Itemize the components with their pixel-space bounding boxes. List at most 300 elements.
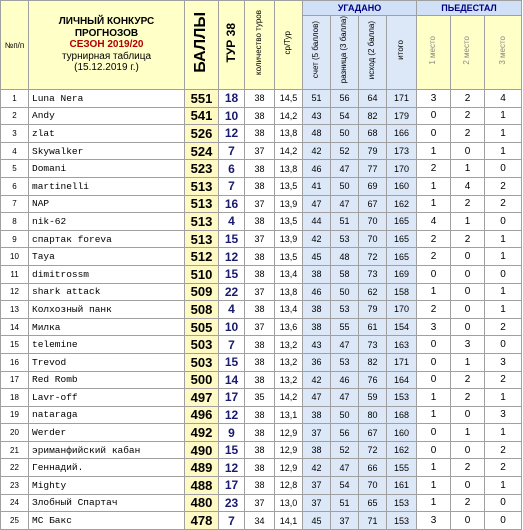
cell-total: 168 bbox=[387, 406, 417, 424]
cell-place3: 2 bbox=[485, 177, 522, 195]
table-row bbox=[1, 301, 522, 319]
cell-place2: 2 bbox=[451, 107, 485, 125]
cell-outcome: 72 bbox=[359, 441, 387, 459]
cell-points: 488 bbox=[185, 477, 219, 495]
cell-total: 171 bbox=[387, 353, 417, 371]
cell-place2: 0 bbox=[451, 301, 485, 319]
cell-diff: 50 bbox=[331, 406, 359, 424]
cell-name: martinelli bbox=[29, 177, 185, 195]
cell-num: 24 bbox=[1, 494, 29, 512]
cell-num: 14 bbox=[1, 318, 29, 336]
cell-name: Колхозный панк bbox=[29, 301, 185, 319]
cell-total: 160 bbox=[387, 177, 417, 195]
cell-tours-count: 38 bbox=[245, 441, 275, 459]
cell-score: 43 bbox=[303, 107, 331, 125]
cell-avg: 13,2 bbox=[275, 353, 303, 371]
table-row bbox=[1, 213, 522, 231]
cell-avg: 13,1 bbox=[275, 406, 303, 424]
cell-place2: 0 bbox=[451, 283, 485, 301]
cell-place1: 1 bbox=[417, 494, 451, 512]
cell-diff: 51 bbox=[331, 213, 359, 231]
table-row bbox=[1, 283, 522, 301]
cell-place2: 0 bbox=[451, 441, 485, 459]
cell-place1: 0 bbox=[417, 107, 451, 125]
cell-num: 7 bbox=[1, 195, 29, 213]
table-row bbox=[1, 371, 522, 389]
cell-points: 526 bbox=[185, 125, 219, 143]
cell-name: Werder bbox=[29, 424, 185, 442]
cell-score: 46 bbox=[303, 283, 331, 301]
cell-tour: 10 bbox=[219, 107, 245, 125]
cell-outcome: 61 bbox=[359, 318, 387, 336]
cell-outcome: 79 bbox=[359, 301, 387, 319]
cell-place3: 1 bbox=[485, 283, 522, 301]
cell-outcome: 70 bbox=[359, 230, 387, 248]
cell-num: 5 bbox=[1, 160, 29, 178]
cell-tour: 15 bbox=[219, 441, 245, 459]
cell-num: 19 bbox=[1, 406, 29, 424]
cell-tours-count: 38 bbox=[245, 177, 275, 195]
cell-place1: 3 bbox=[417, 318, 451, 336]
cell-place3: 0 bbox=[485, 265, 522, 283]
cell-outcome: 59 bbox=[359, 389, 387, 407]
cell-name: эриманфийский кабан bbox=[29, 441, 185, 459]
cell-place1: 1 bbox=[417, 283, 451, 301]
cell-tours-count: 37 bbox=[245, 494, 275, 512]
table-row bbox=[1, 494, 522, 512]
cell-place3: 0 bbox=[485, 512, 522, 530]
cell-outcome: 76 bbox=[359, 371, 387, 389]
cell-place2: 4 bbox=[451, 177, 485, 195]
title-line1: ЛИЧНЫЙ КОНКУРС bbox=[58, 16, 155, 28]
cell-diff: 47 bbox=[331, 195, 359, 213]
cell-num: 18 bbox=[1, 389, 29, 407]
cell-place2: 0 bbox=[451, 318, 485, 336]
table-row bbox=[1, 125, 522, 143]
cell-place2: 1 bbox=[451, 353, 485, 371]
cell-place3: 4 bbox=[485, 90, 522, 108]
cell-place2: 2 bbox=[451, 494, 485, 512]
cell-num: 12 bbox=[1, 283, 29, 301]
cell-place2: 2 bbox=[451, 389, 485, 407]
col-outcome-header: исход (2 балла) bbox=[359, 16, 387, 90]
cell-avg: 13,6 bbox=[275, 318, 303, 336]
cell-tours-count: 38 bbox=[245, 248, 275, 266]
cell-tour: 23 bbox=[219, 494, 245, 512]
cell-name: Trevod bbox=[29, 353, 185, 371]
cell-score: 37 bbox=[303, 494, 331, 512]
cell-place3: 3 bbox=[485, 406, 522, 424]
cell-points: 513 bbox=[185, 230, 219, 248]
cell-tours-count: 38 bbox=[245, 371, 275, 389]
cell-total: 161 bbox=[387, 477, 417, 495]
cell-name: Luna Nera bbox=[29, 90, 185, 108]
cell-outcome: 70 bbox=[359, 477, 387, 495]
cell-score: 41 bbox=[303, 177, 331, 195]
cell-num: 8 bbox=[1, 213, 29, 231]
cell-place3: 1 bbox=[485, 248, 522, 266]
cell-diff: 58 bbox=[331, 265, 359, 283]
cell-tour: 7 bbox=[219, 512, 245, 530]
cell-place3: 0 bbox=[485, 213, 522, 231]
col-place1-header: 1 место bbox=[417, 16, 451, 90]
cell-tour: 22 bbox=[219, 283, 245, 301]
table-row bbox=[1, 248, 522, 266]
cell-outcome: 69 bbox=[359, 177, 387, 195]
cell-total: 160 bbox=[387, 424, 417, 442]
cell-points: 489 bbox=[185, 459, 219, 477]
cell-place2: 1 bbox=[451, 424, 485, 442]
cell-place2: 1 bbox=[451, 213, 485, 231]
cell-num: 1 bbox=[1, 90, 29, 108]
cell-place1: 0 bbox=[417, 336, 451, 354]
cell-tour: 15 bbox=[219, 230, 245, 248]
cell-place1: 1 bbox=[417, 477, 451, 495]
cell-place3: 2 bbox=[485, 441, 522, 459]
cell-tour: 12 bbox=[219, 459, 245, 477]
cell-name: Милка bbox=[29, 318, 185, 336]
cell-points: 500 bbox=[185, 371, 219, 389]
cell-points: 508 bbox=[185, 301, 219, 319]
cell-score: 47 bbox=[303, 195, 331, 213]
cell-total: 155 bbox=[387, 459, 417, 477]
cell-total: 158 bbox=[387, 283, 417, 301]
cell-tours-count: 37 bbox=[245, 195, 275, 213]
cell-name: nik-62 bbox=[29, 213, 185, 231]
cell-total: 153 bbox=[387, 494, 417, 512]
cell-tours-count: 38 bbox=[245, 90, 275, 108]
cell-points: 513 bbox=[185, 213, 219, 231]
cell-name: Red Romb bbox=[29, 371, 185, 389]
cell-num: 20 bbox=[1, 424, 29, 442]
cell-score: 42 bbox=[303, 142, 331, 160]
cell-place1: 1 bbox=[417, 459, 451, 477]
cell-place2: 0 bbox=[451, 406, 485, 424]
cell-place2: 2 bbox=[451, 230, 485, 248]
cell-outcome: 65 bbox=[359, 494, 387, 512]
cell-place1: 1 bbox=[417, 177, 451, 195]
cell-num: 11 bbox=[1, 265, 29, 283]
table-row bbox=[1, 230, 522, 248]
cell-place3: 2 bbox=[485, 195, 522, 213]
cell-score: 38 bbox=[303, 318, 331, 336]
cell-diff: 56 bbox=[331, 90, 359, 108]
cell-outcome: 67 bbox=[359, 424, 387, 442]
cell-num: 3 bbox=[1, 125, 29, 143]
cell-tours-count: 38 bbox=[245, 265, 275, 283]
cell-num: 23 bbox=[1, 477, 29, 495]
cell-place2: 0 bbox=[451, 142, 485, 160]
cell-tours-count: 38 bbox=[245, 107, 275, 125]
cell-avg: 14,1 bbox=[275, 512, 303, 530]
cell-score: 38 bbox=[303, 301, 331, 319]
cell-place3: 3 bbox=[485, 353, 522, 371]
col-score-header: счет (5 баллов) bbox=[303, 16, 331, 90]
cell-num: 10 bbox=[1, 248, 29, 266]
cell-place3: 1 bbox=[485, 125, 522, 143]
table-row bbox=[1, 424, 522, 442]
cell-avg: 14,2 bbox=[275, 142, 303, 160]
cell-tour: 18 bbox=[219, 90, 245, 108]
cell-outcome: 64 bbox=[359, 90, 387, 108]
cell-place3: 1 bbox=[485, 424, 522, 442]
cell-place1: 1 bbox=[417, 142, 451, 160]
cell-tours-count: 38 bbox=[245, 160, 275, 178]
cell-total: 170 bbox=[387, 160, 417, 178]
cell-diff: 47 bbox=[331, 459, 359, 477]
cell-name: nataraga bbox=[29, 406, 185, 424]
cell-tours-count: 37 bbox=[245, 142, 275, 160]
cell-num: 4 bbox=[1, 142, 29, 160]
cell-name: МС Бакс bbox=[29, 512, 185, 530]
cell-diff: 52 bbox=[331, 142, 359, 160]
cell-tours-count: 37 bbox=[245, 283, 275, 301]
cell-total: 153 bbox=[387, 389, 417, 407]
col-avg-header: ср/Тур bbox=[275, 1, 303, 90]
cell-score: 36 bbox=[303, 353, 331, 371]
cell-avg: 14,5 bbox=[275, 90, 303, 108]
cell-tour: 9 bbox=[219, 424, 245, 442]
cell-name: dimitrossm bbox=[29, 265, 185, 283]
cell-score: 44 bbox=[303, 213, 331, 231]
cell-points: 496 bbox=[185, 406, 219, 424]
table-row bbox=[1, 142, 522, 160]
cell-place2: 2 bbox=[451, 90, 485, 108]
table-row bbox=[1, 195, 522, 213]
title-block bbox=[29, 1, 185, 90]
cell-avg: 12,9 bbox=[275, 424, 303, 442]
col-total-header: итого bbox=[387, 16, 417, 90]
cell-outcome: 72 bbox=[359, 248, 387, 266]
cell-avg: 13,9 bbox=[275, 230, 303, 248]
cell-name: Геннадий. bbox=[29, 459, 185, 477]
cell-tour: 4 bbox=[219, 301, 245, 319]
cell-place2: 0 bbox=[451, 512, 485, 530]
cell-avg: 12,9 bbox=[275, 441, 303, 459]
table-row bbox=[1, 318, 522, 336]
table-row bbox=[1, 441, 522, 459]
cell-total: 153 bbox=[387, 512, 417, 530]
cell-num: 17 bbox=[1, 371, 29, 389]
title-line2: ПРОГНОЗОВ bbox=[74, 27, 139, 39]
cell-place1: 4 bbox=[417, 213, 451, 231]
cell-place3: 1 bbox=[485, 301, 522, 319]
cell-diff: 51 bbox=[331, 494, 359, 512]
cell-avg: 13,2 bbox=[275, 371, 303, 389]
cell-place3: 2 bbox=[485, 459, 522, 477]
cell-total: 179 bbox=[387, 107, 417, 125]
cell-avg: 12,8 bbox=[275, 477, 303, 495]
cell-avg: 13,5 bbox=[275, 248, 303, 266]
cell-avg: 12,9 bbox=[275, 459, 303, 477]
cell-total: 165 bbox=[387, 213, 417, 231]
cell-tour: 4 bbox=[219, 213, 245, 231]
cell-name: telemine bbox=[29, 336, 185, 354]
cell-outcome: 70 bbox=[359, 213, 387, 231]
cell-name: Злобный Спартач bbox=[29, 494, 185, 512]
cell-name: zlat bbox=[29, 125, 185, 143]
cell-place1: 2 bbox=[417, 248, 451, 266]
cell-score: 42 bbox=[303, 230, 331, 248]
cell-diff: 56 bbox=[331, 424, 359, 442]
cell-place1: 2 bbox=[417, 230, 451, 248]
table-row bbox=[1, 177, 522, 195]
cell-avg: 13,5 bbox=[275, 177, 303, 195]
col-points-header: БАЛЛЫ bbox=[185, 1, 219, 90]
cell-diff: 50 bbox=[331, 283, 359, 301]
cell-avg: 13,8 bbox=[275, 283, 303, 301]
cell-diff: 54 bbox=[331, 107, 359, 125]
cell-place3: 1 bbox=[485, 477, 522, 495]
cell-num: 22 bbox=[1, 459, 29, 477]
cell-points: 478 bbox=[185, 512, 219, 530]
cell-diff: 47 bbox=[331, 336, 359, 354]
cell-place2: 2 bbox=[451, 195, 485, 213]
cell-diff: 53 bbox=[331, 230, 359, 248]
cell-place3: 1 bbox=[485, 107, 522, 125]
cell-score: 37 bbox=[303, 477, 331, 495]
cell-outcome: 79 bbox=[359, 142, 387, 160]
cell-points: 541 bbox=[185, 107, 219, 125]
cell-total: 170 bbox=[387, 301, 417, 319]
cell-total: 163 bbox=[387, 336, 417, 354]
cell-total: 162 bbox=[387, 441, 417, 459]
cell-points: 497 bbox=[185, 389, 219, 407]
cell-tour: 12 bbox=[219, 125, 245, 143]
col-tour-header: ТУР 38 bbox=[219, 1, 245, 90]
cell-avg: 13,8 bbox=[275, 160, 303, 178]
cell-outcome: 73 bbox=[359, 336, 387, 354]
cell-place2: 1 bbox=[451, 160, 485, 178]
cell-score: 42 bbox=[303, 371, 331, 389]
table-row bbox=[1, 336, 522, 354]
cell-diff: 47 bbox=[331, 160, 359, 178]
cell-tour: 17 bbox=[219, 389, 245, 407]
cell-score: 38 bbox=[303, 265, 331, 283]
cell-tours-count: 38 bbox=[245, 477, 275, 495]
cell-place2: 2 bbox=[451, 125, 485, 143]
cell-total: 166 bbox=[387, 125, 417, 143]
cell-num: 16 bbox=[1, 353, 29, 371]
cell-avg: 14,2 bbox=[275, 107, 303, 125]
cell-tours-count: 38 bbox=[245, 336, 275, 354]
cell-tour: 15 bbox=[219, 353, 245, 371]
cell-tour: 6 bbox=[219, 160, 245, 178]
cell-points: 551 bbox=[185, 90, 219, 108]
cell-tour: 17 bbox=[219, 477, 245, 495]
cell-score: 38 bbox=[303, 441, 331, 459]
cell-diff: 54 bbox=[331, 477, 359, 495]
cell-points: 490 bbox=[185, 441, 219, 459]
col-num-header: №п/п bbox=[1, 1, 29, 90]
table-row bbox=[1, 265, 522, 283]
standings-body bbox=[1, 90, 522, 530]
cell-tours-count: 38 bbox=[245, 459, 275, 477]
cell-total: 173 bbox=[387, 142, 417, 160]
cell-place1: 0 bbox=[417, 371, 451, 389]
table-row bbox=[1, 107, 522, 125]
cell-tours-count: 35 bbox=[245, 389, 275, 407]
cell-diff: 53 bbox=[331, 301, 359, 319]
cell-score: 46 bbox=[303, 160, 331, 178]
cell-avg: 13,0 bbox=[275, 494, 303, 512]
cell-total: 154 bbox=[387, 318, 417, 336]
table-row bbox=[1, 477, 522, 495]
cell-tours-count: 37 bbox=[245, 230, 275, 248]
cell-name: NAP bbox=[29, 195, 185, 213]
cell-num: 9 bbox=[1, 230, 29, 248]
cell-avg: 13,5 bbox=[275, 213, 303, 231]
col-diff-header: разница (3 балла) bbox=[331, 16, 359, 90]
table-name: турнирная таблица bbox=[61, 50, 152, 62]
cell-diff: 46 bbox=[331, 371, 359, 389]
cell-diff: 52 bbox=[331, 441, 359, 459]
cell-total: 165 bbox=[387, 248, 417, 266]
cell-place1: 1 bbox=[417, 406, 451, 424]
cell-place3: 0 bbox=[485, 494, 522, 512]
cell-points: 503 bbox=[185, 353, 219, 371]
cell-outcome: 80 bbox=[359, 406, 387, 424]
cell-score: 47 bbox=[303, 389, 331, 407]
cell-tour: 10 bbox=[219, 318, 245, 336]
cell-num: 2 bbox=[1, 107, 29, 125]
cell-place1: 0 bbox=[417, 424, 451, 442]
cell-place1: 0 bbox=[417, 441, 451, 459]
cell-diff: 48 bbox=[331, 248, 359, 266]
season-label: СЕЗОН 2019/20 bbox=[69, 39, 144, 51]
cell-name: shark attack bbox=[29, 283, 185, 301]
cell-place1: 0 bbox=[417, 265, 451, 283]
cell-place3: 1 bbox=[485, 389, 522, 407]
guessed-group-header: УГАДАНО bbox=[303, 1, 417, 16]
cell-points: 505 bbox=[185, 318, 219, 336]
cell-name: Mighty bbox=[29, 477, 185, 495]
cell-total: 164 bbox=[387, 371, 417, 389]
cell-place2: 3 bbox=[451, 336, 485, 354]
cell-avg: 13,9 bbox=[275, 195, 303, 213]
cell-total: 171 bbox=[387, 90, 417, 108]
cell-outcome: 73 bbox=[359, 265, 387, 283]
table-row bbox=[1, 512, 522, 530]
cell-place3: 0 bbox=[485, 336, 522, 354]
cell-avg: 13,4 bbox=[275, 265, 303, 283]
cell-tours-count: 38 bbox=[245, 424, 275, 442]
cell-diff: 53 bbox=[331, 353, 359, 371]
cell-outcome: 67 bbox=[359, 195, 387, 213]
col-place2-header: 2 место bbox=[451, 16, 485, 90]
cell-diff: 50 bbox=[331, 125, 359, 143]
cell-total: 165 bbox=[387, 230, 417, 248]
cell-place3: 2 bbox=[485, 371, 522, 389]
cell-tour: 16 bbox=[219, 195, 245, 213]
cell-name: Lavr-off bbox=[29, 389, 185, 407]
cell-tours-count: 34 bbox=[245, 512, 275, 530]
cell-tour: 15 bbox=[219, 265, 245, 283]
table-row bbox=[1, 389, 522, 407]
table-row bbox=[1, 160, 522, 178]
cell-name: спартак foreva bbox=[29, 230, 185, 248]
cell-name: Andy bbox=[29, 107, 185, 125]
cell-diff: 37 bbox=[331, 512, 359, 530]
cell-total: 162 bbox=[387, 195, 417, 213]
cell-num: 21 bbox=[1, 441, 29, 459]
cell-place2: 2 bbox=[451, 459, 485, 477]
cell-score: 37 bbox=[303, 424, 331, 442]
cell-score: 42 bbox=[303, 459, 331, 477]
cell-points: 492 bbox=[185, 424, 219, 442]
cell-points: 503 bbox=[185, 336, 219, 354]
cell-num: 6 bbox=[1, 177, 29, 195]
